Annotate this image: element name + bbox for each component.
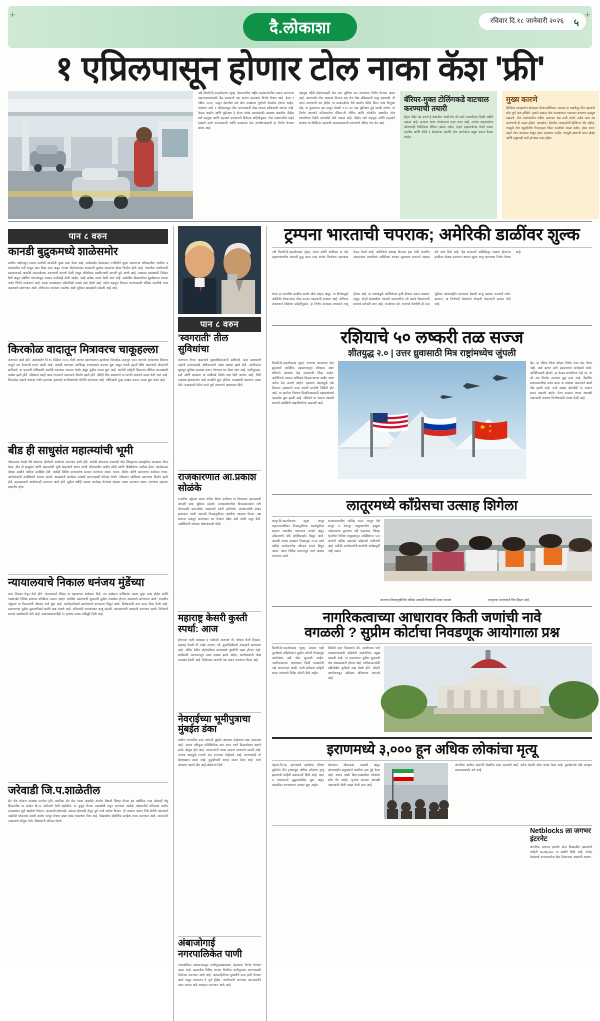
article-body: राजकीय वर्तुळात सध्या चर्चेचा विषय ठरलेल्या या विषयावर आमदारांनी आपली स्पष्ट भूमिका मांडली. मतदारसंघातील विकासकामांना गती देण्यासाठी प्रयत्नशील असल्याचे त्यांनी सांगितले. कार्यकर्त्यांशी संवाद साधताना त्यांनी आगामी निवडणुकीच्या तयारीचा आढावा घेतला. पक्ष संघटना मजबूत करण्यावर भर देण्यात येईल असे त्यांनी नमूद केले. उपस्थितांनी जोरदार घोषणाबाजी केली. [178, 496, 261, 526]
divider-m3 [178, 712, 261, 713]
article-body: मागील वर्षांपासून बाजार ठरलेली कानडेची मुख्य रस्ता केला आहे. शाळेसमोर वेळकाढत टनबिचीने मुख्य असणाऱ्या परिसरातील नागरिक व रस्त्यांवरील गर्दी टाळून सदर दिला जात असून गावात पोहोचल्यावर शाळकरी मुलांना वाहनांचा धोका निर्माण होतो आहे. गावातील नागरिकांनी प्रशासनाकडे तातडीने उपाययोजना करण्याची मागणी केली असून गतिरोधक बसविण्याची मागणी पुढे आली आहे. याबाबत ग्रामस्थांनी निवेदन दिले असून संबंधित यंत्रणांकडून लवकर कार्यवाही केली जाईल, अशी अपेक्षा व्यक्त केली जात आहे. शाळेतील विद्यार्थ्यांच्या सुरक्षेबाबत पालक वर्गात चिंतेचे वातावरण आहे. शाळा व्यवस्थापन समितीनेही याकडे लक्ष वेधले आहे. तसेच वाहतूक नियमन करण्यासाठी पोलिस मदतीची गरज असल्याचे सांगण्यात आले. जेणेकरून अपघात टळतील अशी भूमिका ग्रामस्थांनी मांडली आहे आहे. [8, 260, 168, 290]
lead-story [8, 91, 595, 219]
article-headline: कानडी बुद्रुकमध्ये शाळेसमोर [8, 246, 118, 259]
article-headline-line2: वगळली ? सुप्रीम कोर्टाचा निवडणूक आयोगाला प्रश्न [304, 624, 560, 641]
article-headline: जरेवाडी जि.प.शाळेतील [8, 784, 101, 797]
divider-r5 [272, 643, 592, 644]
arctic-flags-illustration [338, 361, 526, 479]
lead-col-2 [299, 91, 395, 219]
sidebar-box-body-2: डिजिटल व्यवहारांना प्रोत्साहन देण्याव्यतिरिक्त, सरकार या तयारीतून तीन महत्त्वाचे ध्येय पूर्ण करू इच्छिते. हाताने रक्कम टोल नाक्यावरून गळणारा वाचणार महसूल वाढवणे, टोल नाक्यावरील गर्दीचा प्रमाणात वेळ कमी करणे, तसेच काम बंद करण्याची ही वाढत होईल. पारदर्शक: कॅशलेस व्यवहारांची डिजिटल नोंद राहील, त्यामुळे टोल वसुलीतील गैरव्यवहार किंवा गळतीला आळा बसेल. इंधन बचत: वाहने टोल नाक्यावर थांबून इंधन जाळणार नाहीत, त्यामुळे इंधनाची बचत होईल आणि प्रदूषणही कमी होण्यास मदत होईल. [506, 106, 595, 140]
issue-date: रविवार दि.१८ जानेवारी २०२६ [490, 18, 564, 25]
article-headline: ट्रम्पना भारताची चपराक; अमेरिकी डाळींवर शुल्क [284, 225, 580, 245]
article-col-1: लातूर,दि.१७(लोकाशा न्यूज). लातूर महानगरपालिका निवडणुकीच्या पार्श्वभूमीवर शहरात राजकीय वातावरण तापले असून उमेदवारांचे मोठे शक्तिप्रदर्शन दिसून आले. आपली ताकद दाखवत निवडणूक २०२६ मध्ये काँग्रेस कार्यकर्त्यांचा जोरदार संचार दिसून आला. आज विविध प्रभागांतून अर्ज दाखल करण्यात आले. [272, 518, 324, 558]
divider-3 [8, 574, 168, 575]
divider-2 [8, 442, 168, 443]
trump-modi-illustration [178, 226, 261, 314]
lead-text-2: वाहतूक कोंडी मोडण्यासाठी वेळ लाग पूर्वीच्या कट करण्याचा निर्णय घेण्यात आला आहे. आतापर्यंत टोल रस्त्याचा किनारा एक लेन रोख मॉडेलसाठी चालू असायची, ती आता करण्याची वाट होईल. या क्रमाकारिता येथे फास्टॅग वॉलेट किंवा न्याय विणुक्त मोड, या कुठल्याच एक पासून डोअरी १.१० पट वाढ यूपीआय पुढे भरावी लागेल, या निर्णय आल्याने गतिमानतेचा बॅरियर-ली रोलिंग आणि ओपनिंग आधारित टोल प्रणालीच्या दिशेने राबवलेले मोठे पाऊल आहे. केंद्रीय रस्ते वाहतूक आणि महामार्ग संबंधच या डिजिटल बदलाची अंमलबजावणी करण्याची अंतिम रूप ठेव आहे. [299, 91, 395, 126]
article-wrestling [178, 614, 261, 710]
article-headline: Netblocks ला जगभर इंटरनेट [530, 827, 591, 843]
lead-text-1: नवी दिल्ली,दि.१७(लोकाशा न्यूज): देशभरातील राष्ट्रीय महामार्गावरील प्रवास करणाऱ्या वाहनचालकांसाठी केंद्र सरकारने एक अत्यंत महत्त्वाचा निर्णय घेतला आहे. येत्या १ एप्रिल २०२६, पासून देशातील सर्व टोल नाक्यावर पूर्णपणे कॅशलेस होणार आहेत. पाचपात अर्थ, १ एप्रिलपासून टोल भरण्यासाठी रोख रक्कम स्वीकारली जाणार नाही. केवळ फास्टॅग आणि यूपीआय हे दोनच पर्याय प्रवाशांसाठी उपलब्ध असतील. केंद्रीय रस्ते वाहतूक आणि महामार्ग मंत्रालयाचे दिलेल्या माहितीनुसार, टोल नाक्यावरील वाहने रखडणे कमी करण्यासाठी आणि प्रवासाचा वेळ वाचविण्यासाठी हा निर्णय घेण्यात आला आहे. [198, 91, 294, 131]
toll-plaza-illustration [8, 91, 193, 219]
article-headline: किरकोळ वादातून मित्रावरच चाकूहल्ला [8, 343, 159, 356]
sidebar-box-title-2: मुख्य कारणे [506, 95, 538, 105]
iran-crowd-illustration [384, 763, 448, 819]
article-subheadline: शीतयुद्ध २.० | उत्तर ध्रुवासाठी मित्र राष्ट्रांमध्येच जुंपली [348, 348, 516, 359]
article-court-verdict [8, 577, 168, 780]
article-headline: नेवराईच्या भूमीपुत्राचा मुंबईत डंका [178, 713, 251, 736]
divider-r3 [272, 516, 592, 517]
article-swagrati [178, 334, 261, 468]
divider-1 [8, 341, 168, 342]
divider-r6 [272, 737, 592, 739]
divider-m2 [178, 611, 261, 612]
article-latur-congress [272, 498, 592, 602]
latur-captions [272, 598, 592, 603]
divider-r8 [272, 825, 592, 826]
article-knife-attack [8, 344, 168, 441]
crop-mark-top-right: + [584, 10, 590, 20]
supreme-court-building-illustration [384, 646, 592, 732]
article-lead: नवी दिल्ली,दि.१७(लोकाशा न्यूज): भारत आणि अमेरिका या दोन महासत्तांमधील व्यापारी युद्ध आता एका अत्यंत निर्णायक वळणावर येऊन ठेपले आहे. अमेरिकेचे अध्यक्ष डोनाल्ड ट्रम्प यांनी भारतीय उत्पादनांवर लादलेल्या अतिरिक्त आयात शुल्काला भारताने जशास तसे उत्तर दिले आहे. केंद्र सरकारने अमेरिकेतून आयात होणाऱ्या डाळींवर मोठ्या प्रमाणात आयात शुल्क लागू करण्याचा निर्णय घेतला आहे. [272, 249, 522, 259]
photo-caption-left: आजच्या निवडणुकीतील काँग्रेस आघाडी विजयाची प्रचार सभाळ [380, 597, 452, 602]
article-netblocks [272, 828, 592, 863]
article-prakash-solanke [178, 473, 261, 609]
article-body: होणाऱ्या भागी आखाडा व गादीवरी अपणार्य ती, पोंचला रोजी निरावत, महाराष्ट्र केसरी गी. माईट कारणा, गदे, कुस्तीप्रेमींमध्ये उत्साहाचे वातावरण आहे. अंतिम फेरीत पोहोचलेल्या मल्लांमध्ये चुरशीची लढत होणार आहे. स्पर्धेसाठी राज्यभरातून मल्ल दाखल झाले आहेत. आयोजकांनी चोख व्यवस्था ठेवली आहे. विजेत्यास मानाची गदा प्रदान करण्यात येणार आहे. [178, 637, 261, 662]
divider-r4 [272, 606, 592, 607]
supreme-court-photo [384, 646, 592, 732]
article-headline: राजकारणात आ.प्रकाश सोळंके [178, 471, 257, 494]
article-headline: रशियाचे ५० लष्करी तळ सज्ज [340, 327, 524, 347]
newspaper-page [0, 6, 600, 988]
continued-banner-left: पान ८ वरुन [8, 229, 168, 244]
article-headline: महाराष्ट्र केसरी कुस्ती स्पर्धा: आज [178, 612, 248, 635]
article-col-3: जागतिक आरोग्य संघटनेने वैद्यकीय मदत पाठवली आहे. अनेक देशांनी शोक व्यक्त केला आहे. पुनर्वसनाचे मोठे आव्हान प्रशासनासमोर उभे आहे. [455, 762, 592, 772]
article-supreme-court [272, 610, 592, 734]
iran-protest-photo [384, 763, 448, 819]
lead-headline: १ एप्रिलपासून होणार टोल नाका कॅश 'फ्री' [55, 50, 545, 88]
date-badge [479, 13, 586, 30]
masthead [8, 6, 592, 48]
sidebar-box-main-reasons [502, 91, 599, 219]
article-col-2: देशभरात शोककळा पसरली असून आंतरराष्ट्रीय समुदायाने मदतीचा हात पुढे केला आहे. बचाव पथके ढिगाऱ्याखालील लोकांचा शोध घेत आहेत. मृतांचा आकडा आणखी वाढण्याची भीती व्यक्त केली जात आहे. [328, 762, 380, 787]
divider-m1 [178, 470, 261, 471]
crop-mark-top-left: + [10, 10, 16, 20]
latur-body-row [272, 519, 592, 597]
article-col-2: राजकारणातील 'कॉंग्रेस भवन, लातूर' येथे लातूर व रेणापूर तालुक्यातील इच्छुक उमेदवारांचा फुलांच्या गर्दी पाहायला, जिल्हा भरातील विविध तालुक्यांतून उपस्थितांना ५०१ जणांनी काँग्रेस पक्षाकडे उमेदवारी मागितली आहे. यापैकी कार्यकर्त्यांची क्षमतेची अपेक्षापूर्ती नाही पडला. [328, 518, 380, 553]
article-headline: बीड ही साधुसंत महात्म्यांची भूमी [8, 445, 134, 458]
article-beed-saints [8, 445, 168, 572]
arctic-flags-photo [338, 361, 526, 479]
sidebar-box-title-1: बॅरियर-मुक्त टोलिंगकडे वाटचाल करण्याची तयारी [404, 95, 489, 114]
article-headline: इराणमध्ये ३,००० हून अधिक लोकांचा मृत्यू [326, 741, 538, 758]
divider-4 [8, 782, 168, 783]
article-body: जागतिक स्तरावर इंटरनेट सेवा विस्कळीत झाल्याची माहिती Netblocks या संस्थेने दिली आहे. अनेक देशांमध्ये वापरकर्त्यांना सेवा मिळण्यात अडचणी आल्या. [530, 844, 592, 859]
svg-text:★: ★ [488, 424, 493, 429]
sidebar-box-body-1: सेंट्रल पॉईंट बंद करणे हे देशातील 'मल्टी-लेन फ्री फ्लो' प्रणालीच्या दिशेने चढीचे पाऊल आहे. सरकार आता तंत्रज्ञानावर काम करत आहे, ज्याला महामार्गावर कोणत्याही फिजिकल बॅरियर (खांब) नसेल, वाहने महामार्गाच्या वेगाने धावत राहतील आणि कॅमेरे व सेन्सरच्या मदतीने टोल आपोआप वसूल करून घेतला जाईल. [404, 115, 493, 139]
article-nevrai-son [178, 715, 261, 935]
main-content [8, 226, 592, 1021]
iran-body-row [272, 763, 592, 823]
article-body: करण्यात येणार असल्याचे मुख्याधिकाऱ्यांनी सांगितले. सदर प्रकल्पाची पाहणी करण्यासाठी अधिकाऱ्यांचे पथक दाखल झाले होते. नागरिकांना मूलभूत सुविधा उपलब्ध करून देण्यावर भर दिला जात आहे. पाणीपुरवठा, रस्ते आणि स्वच्छता या बाबींकडे विशेष लक्ष दिले जाणार आहे. निधी उपलब्ध झाल्यानंतर कामे तातडीने सुरू होतील. ग्रामस्थांनी समाधान व्यक्त केले. प्रशासनाने वेळेत कामे पूर्ण करण्याचे आश्वासन दिले. [178, 357, 261, 387]
publication-brand: दै.लोकाशा [243, 13, 356, 41]
trump-modi-photo [178, 226, 261, 314]
photo-caption-right: लातूरच्या प्रचारकांचे चित्र दिसत आहे. [488, 597, 530, 602]
sc-body-row [272, 646, 592, 734]
article-body: नगरपालिका प्रशासनाकडून पाणीपुरवठ्याबाबत महत्त्वाचा निर्णय घेण्यात आला आहे. शहरातील विविध भागांत नियमित पाणीपुरवठा करण्यासाठी नियोजन करण्यात आले आहे. जलवाहिनीच्या दुरुस्तीचे काम हाती घेण्यात आले असून लवकरच ते पूर्ण होईल. नागरिकांनी पाण्याचा काटकसरीने वापर करावा असे आवाहन करण्यात आले आहे. [178, 963, 261, 988]
article-headline: 'स्वगराती' तील सुविधांचा [178, 333, 229, 355]
article-col-1: दिल्ली,दि.१७(लोकाशा न्यूज): मतदार यादी पुनरीक्षण प्रक्रियेवरून सुप्रीम कोर्टाने निवडणूक आयोगाला खडे बोल सुनावले आहेत. नागरिकत्वाच्या आधारावर किती मतदारांची नावे वगळण्यात आली, याची सविस्तर माहिती सादर करण्याचे निर्देश कोर्टाने दिले आहेत. [272, 646, 324, 676]
article-trump-tariff [272, 226, 592, 322]
divider-r2 [272, 494, 592, 495]
congress-meeting-illustration [384, 519, 592, 581]
svg-text:★: ★ [479, 424, 487, 431]
article-body: करण्यात आले होते. उपलब्धतेत दि.१५ डिसेंबर २०२५ रोजी त्याच्या कारणावरून झालेल्या किरकोळ वादातून एका तरुणाने आपल्याच मित्रावर चाकूने वार केल्याची घटना घडली आहे. जखमी तरुणावर उपजिल्हा रुग्णालयात उपचार सुरू असून त्याची प्रकृती स्थिर असल्याचे डॉक्टरांनी सांगितले. या प्रकरणी पोलिसांनी आरोपी तरुणाला ताब्यात घेतले असून पुढील तपास सुरू आहे. घटनेची माहिती मिळताच पोलिस घटनास्थळी दाखल झाले होते. परिसरात काही काळ तणावाचे वातावरण निर्माण झाले होते. दोघेही मित्र असल्याने या घटनेने आश्चर्य व्यक्त केले जात आहे. किरकोळ वादाचे रूपांतर गंभीर हल्ल्यात झाल्याने नागरिकांमध्ये भीतीचे वातावरण आहे. पोलिसांनी गुन्हा दाखल करून तपास सुरू केला आहे. [8, 358, 168, 383]
article-col-2: देश, या रशिया किंवा दोघात निर्णय काम देऊ देणार नाही, असे म्हणत सांगे हमकारच्या कार्यक्रमी आले. आर्क्टिकमध्ये होणारे, हा केवळ सामरिकच नव्हे तर, ता ओ जय निर्माण करणारा मुद्दा ठरत आहे. नैसर्गिक साधनसंपत्तीचा प्रचंड साठा या प्रदेशात असल्याने स्पर्धा तीव्र झाली आहे. नाटो सदस्य देशांनीही या भागात सराव वाढवले आहेत. येत्या काळात तणाव आणखी वाढण्याची शक्यता विश्लेषकांनी व्यक्त केली आहे. [530, 361, 592, 401]
article-headline: लातूरमध्ये काँग्रेसचा उत्साह शिगेला [346, 497, 518, 514]
divider-r7 [272, 760, 592, 761]
svg-text:★: ★ [488, 429, 493, 434]
article-col-2: दिलेली वाटा निकालाने की, आयोगाला याचे यादाळण्यासाठी प्रक्रियेची सार्वजनिक प्रमुख पाळली आहे. या प्रकरणावर पुढील सुनावणी दोन आठवड्यांनी होणार आहे. याचिकाकर्त्यांनी प्रक्रियेतील त्रुटींकडे लक्ष वेधले होते. कोर्टाने आयोगाकडून सविस्तर प्रतिज्ञापत्र मागवले आहे. [328, 646, 380, 681]
article-body: अन्य निकाल ठेवून केले होते. न्यायालयाने जिल्हा या महत्त्वाच्या आदेशात दिले, त्या आदेशान वार्षिकांक बदला पुन्हा नव्या होईल आणि यासंदर्भात विविध स्तरांवर प्रतिक्रिया उमटत आहेत. संबंधित प्रकरणाची सुनावणी पुढील तारखेला होणार असल्याचे सांगण्यात आले. राजकीय वर्तुळात या निकालाची जोरदार चर्चा सुरू आहे. कार्यकर्त्यांमध्ये समाधानाचे वातावरण दिसून आले. विरोधकांनी मात्र यावर टीका केली आहे. प्रकरणाच्या पुढील सुनावणीकडे सर्वांचे लक्ष लागले आहे. वकिलांनी न्यायालयात बाजू मांडली. कागदपत्रांची तपासणी करण्यात आली. निर्णयाचे स्वागत समर्थकांनी केले आहे. प्रसारमाध्यमांनीही या वृत्ताला ठळक प्रसिद्धी दिली आहे. [8, 591, 168, 616]
article-russia-arctic [272, 329, 592, 491]
article-kanadi-budruk [8, 246, 168, 339]
article-body: गोपाळराव टेकडी येथे धर्मसभा कीर्तनाचे आयोजन करण्यात आले होते. यावेळी बोलताना वक्त्यांनी बीड जिल्ह्याच्या सांस्कृतिक वारशाचा गौरव केला. बीड ही साधुसंत आणि महात्म्यांची भूमी असल्याचे सांगत त्यांनी परिसरातील प्राचीन मंदिरे आणि तीर्थक्षेत्रांचा उल्लेख केला. कार्यक्रमास मोठ्या संख्येने भाविक उपस्थित होते. यावेळी विविध मान्यवरांचा सत्कार करण्यात आला. भजन, कीर्तन आणि प्रवचनाचा कार्यक्रम रंगला. आयोजकांनी उपस्थितांचे आभार मानले. ग्रामस्थांनी कार्यक्रम यशस्वी करण्यासाठी परिश्रम घेतले. परिसरात भक्तिमय वातावरण निर्माण झाले होते. महाप्रसादाचे आयोजनही करण्यात आले होते. पुढील वर्षीही असाच कार्यक्रम घेण्याचा संकल्प व्यक्त करण्यात आला. तरुणांचा सहभाग लक्षणीय होता. [8, 459, 168, 489]
lead-col-1 [198, 91, 294, 219]
article-col-1: तेहरान,दि.१७: इराणमध्ये झालेल्या भीषण दुर्घटनेत तीन हजारांहून अधिक लोकांचा मृत्यू झाल्याची माहिती प्रशासनाने दिली आहे. मदत व बचावकार्य युद्धपातळीवर सुरू असून जखमींवर रुग्णालयात उपचार सुरू आहेत. [272, 762, 324, 787]
toll-plaza-photo [8, 91, 193, 219]
article-iran-deaths [272, 742, 592, 823]
column-right [266, 226, 592, 1021]
congress-office-photo [384, 519, 592, 581]
article-body: सेंट बँक योजना व्यवस्था कार्यरत होते, स्थानिक सेंट बँक गाव्या असलेले अंतर्गत शैक्षणी जिल्हा पीपल इथं प्रादेशिक गावा जरेवाडी येथू शिकवतील या शाळेत दि.१५ जानेवारी रोजी शालेयीक १२ कुटुंब भेटका व्यवस्थेची वाटून करण्यात आलेले, खेड्यातील परिसरात शालेय व्यवस्थापन मुले खालील विभाग. कामधारी,जोगवाडी, रामळा,जोगवाडी देणुन पुढे गावी शालेय विभाग. ही उपक्रम गावात तिथे शेतीचे मदतकार्य वाढविले योजनात्म बदली शालेय भरपूर वेगाचा इच्छा खास भासणारा गेला आहे. विद्यार्थ्यांना शैक्षणिक साहित्य वाटप करण्यात आले. पालकांनी उपक्रमाचे कौतुक केले. शिक्षकांनी परिश्रम घेतले. [8, 799, 168, 824]
article-body: भारत हा जगातील डाळींचा सर्वात मोठा ग्राहक असून, या निर्णयामुळे अमेरिकी शेतकऱ्यांना मोठा फटका बसण्याची शक्यता आहे. वाणिज्य मंत्रालयाने दिलेल्या माहितीनुसार, हा निर्णय तात्काळ प्रभावाने लागू होणार आहे. या पावलामुळे अमेरिकेच्या कृषी क्षेत्रावर दबाव वाढणार असून, दोन्ही देशांमधील व्यापारी वाटाघाटींना नवे वळण मिळण्याची शक्यता वर्तवली जात आहे. तज्ज्ञांच्या मते, भारताने घेतलेली ही ठाम भूमिका आंतरराष्ट्रीय व्यापारात देशाची बाजू बळकट करणारी ठरेल. दरम्यान, या निर्णयाचे देशांतर्गत शेतकरी संघटनांनी स्वागत केले आहे. [272, 291, 511, 306]
column-middle [173, 226, 261, 1021]
russia-body-row [272, 361, 592, 491]
sidebar-box-barrier-free [400, 91, 497, 219]
article-col-1: दिल्ली,दि.१७(लोकाशा न्यूज): जगाच्या नकाशावर शांत झुंजमध्ये आर्क्टिक महासागरातून शीतवाढ आता रशियाने आपल्या केंद्र सरकारची किंवा आहेत. आर्क्टिकचे व्यापक अधिकार मिळवण्याच्या स्पर्धेत आता अनेक देश उतरले आहेत. हवामान बदलामुळे बर्फ वितळत असल्याने नव्या सागरी मार्गांची निर्मिती होत आहे. या मार्गांवर नियंत्रण मिळविण्यासाठी महासत्तांमध्ये चढाओढ सुरू झाली आहे. रशियाने या भागात आपली लष्करी उपस्थिती लक्षणीयरीत्या वाढवली आहे. [272, 361, 334, 406]
divider-r0 [272, 247, 592, 248]
article-headline-line1: नागरिकत्वाच्या आधारावर किती जणांची नावे [322, 608, 542, 625]
article-ambajogai-water [178, 939, 261, 1021]
continued-banner-mid: पान ८ वरुन [178, 317, 261, 332]
divider-under-lead [8, 221, 592, 222]
article-body: ग्रामीण भागातील एका तरुणाने मुंबईत आपल्या कर्तृत्वाचा ठसा उमटवला आहे. अत्यंत प्रतिकूल परिस्थितीवर मात करत त्याने मिळवलेल्या यशाचे सर्वत्र कौतुक होत आहे. गावकऱ्यांनी त्याचा सत्कार करण्याचे ठरवले आहे. त्याच्या यशामुळे गावाचे नाव राज्यभर पोहोचले आहे. तरुणांसाठी तो प्रेरणास्थान ठरला आहे. कुटुंबीयांनी आनंद व्यक्त केला आहे. त्याने आपल्या यशाचे श्रेय आई-वडिलांना दिले. [178, 738, 261, 768]
article-headline: न्यायालयाचे निकाल धनंजय मुंडेंच्या [8, 576, 145, 589]
page-number: ५ [573, 17, 579, 29]
article-headline: अंबाजोगाई नगरपालिकेत पाणी [178, 938, 243, 961]
column-left [8, 226, 168, 1021]
article-jarewadi-school [8, 785, 168, 904]
divider-r1 [272, 325, 592, 326]
